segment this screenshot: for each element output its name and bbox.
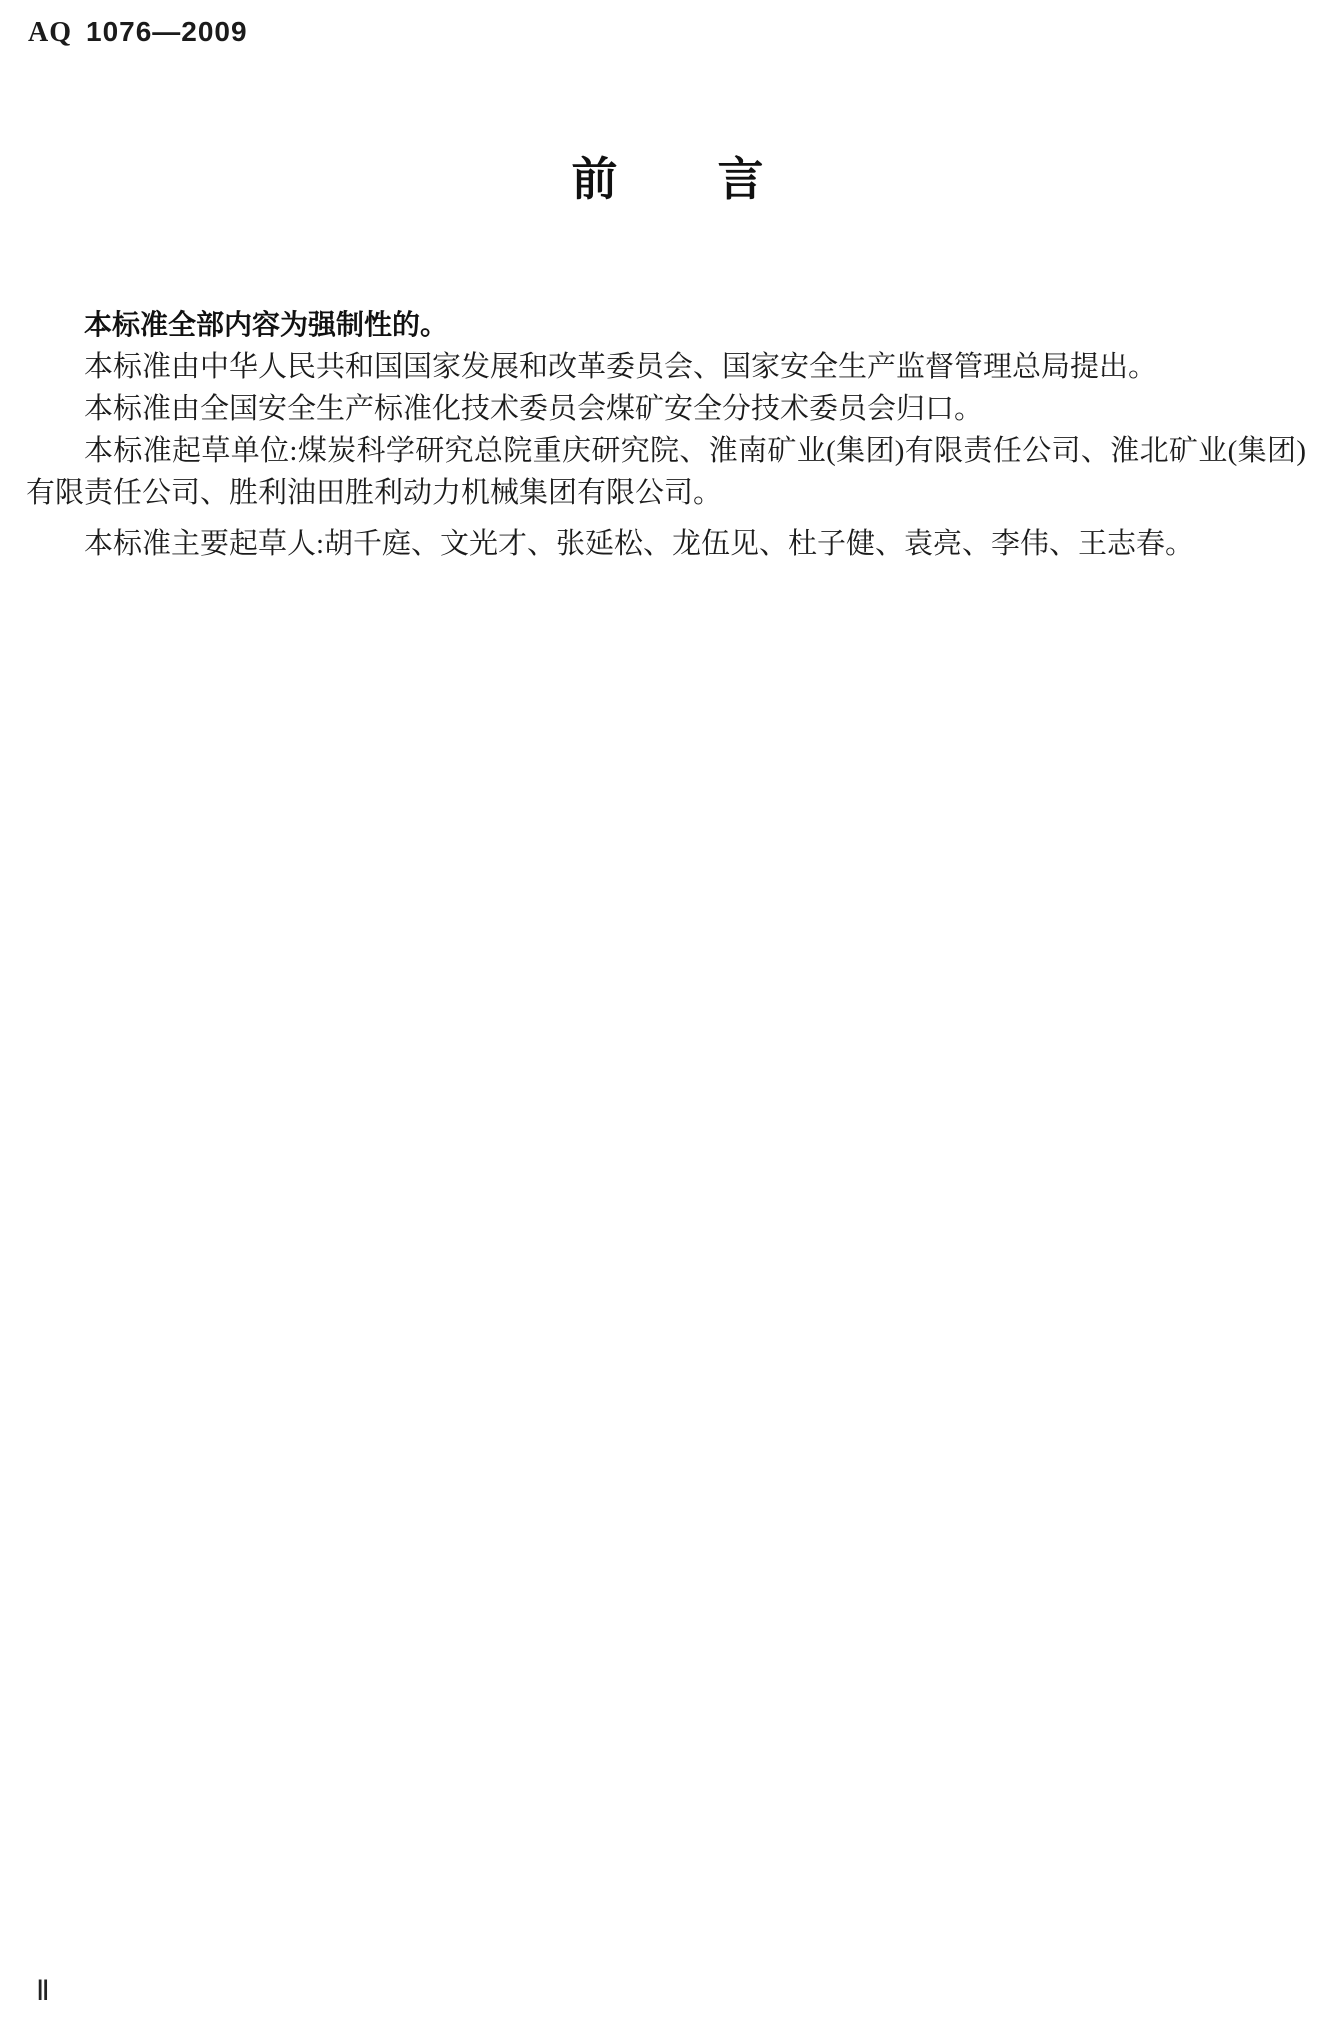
foreword-paragraph-proposed-by: 本标准由中华人民共和国国家发展和改革委员会、国家安全生产监督管理总局提出。 xyxy=(84,351,1158,383)
document-code xyxy=(28,16,248,49)
foreword-paragraph-centralized-by: 本标准由全国安全生产标准化技术委员会煤矿安全分技术委员会归口。 xyxy=(84,393,984,425)
foreword-paragraph-mandatory-note: 本标准全部内容为强制性的。 xyxy=(84,309,449,340)
page-title xyxy=(0,152,1335,207)
page-title-char-1: 前 xyxy=(571,153,618,205)
foreword-body xyxy=(26,304,1306,565)
document-code-number: 1076—2009 xyxy=(86,16,248,47)
foreword-paragraph-drafters: 本标准主要起草人:胡千庭、文光才、张延松、龙伍见、杜子健、袁亮、李伟、王志春。 xyxy=(84,528,1195,560)
page-title-char-2: 言 xyxy=(717,153,764,205)
page-number: Ⅱ xyxy=(36,1976,50,2007)
foreword-paragraph-drafting-organizations: 本标准起草单位:煤炭科学研究总院重庆研究院、淮南矿业(集团)有限责任公司、淮北矿业(集团)有限责任公司、胜利油田胜利动力机械集团有限公司。 xyxy=(26,435,1306,509)
document-code-prefix: AQ xyxy=(28,17,72,48)
